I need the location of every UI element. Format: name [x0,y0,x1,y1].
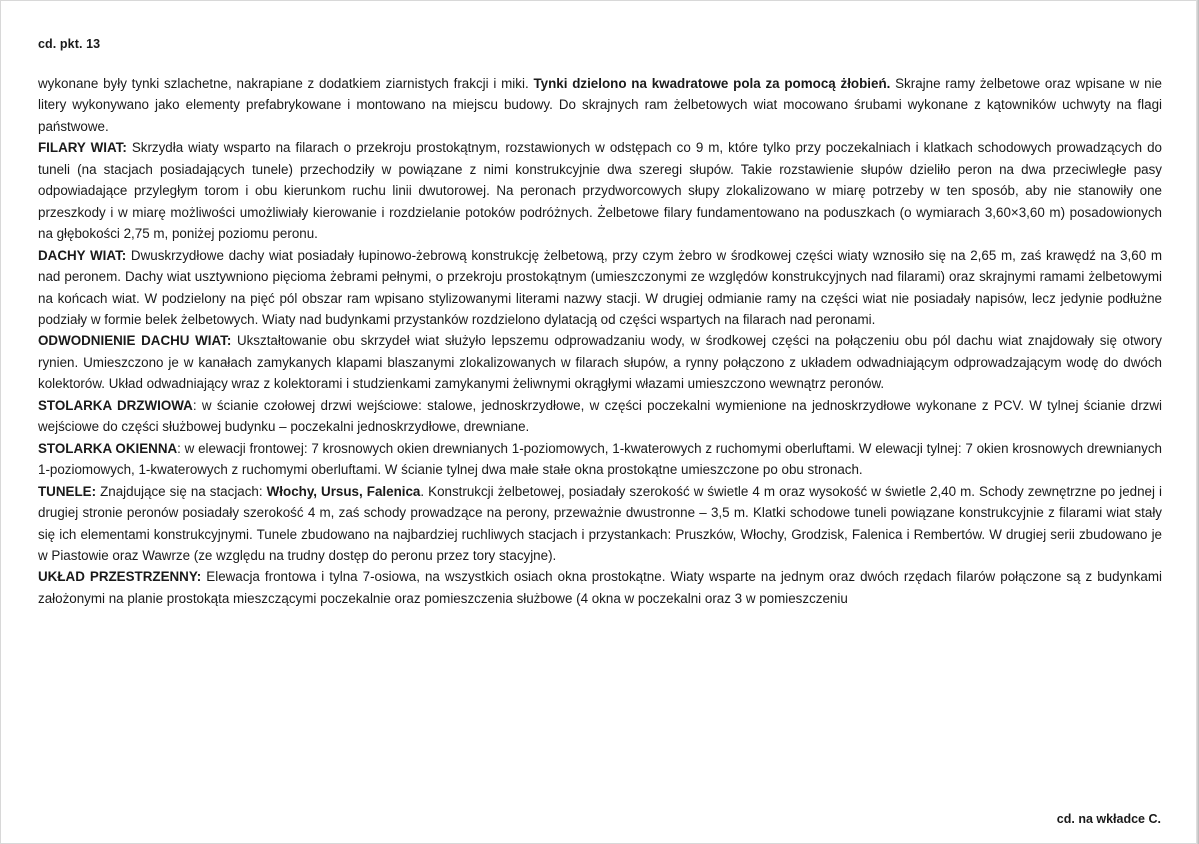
section-heading: STOLARKA OKIENNA [38,440,178,456]
document-body [38,73,1162,609]
section-heading: ODWODNIENIE DACHU WIAT: [38,333,232,349]
paragraph-text: . Konstrukcji żelbetowej, posiadały szerokość w świetle 4 m oraz wysokość w świetle 2,40 m. Schody zewnętrzne po jednej i drugiej stronie peronów posiadały szerokość 4 m, zaś schody prowadzące na perony, przeważnie dwustronne – 3,5 m. Klatki schodowe tuneli powiązane konstrukcyjnie z filarami wiat stały się ich elementami konstrukcyjnymi. Tunele zbudowano na najbardziej ruchliwych stacjach i przystankach: Pruszków, Włochy, Grodzisk, Falenica i Rembertów. W drugiej serii zbudowano je w Piastowie oraz Wawrze (ze względu na trudny dostęp do peronu przez tory stacyjne). [38,483,1162,563]
section-heading: TUNELE: [38,483,97,499]
paragraph-text: Skrajne ramy żelbetowe oraz wpisane w nie litery wykonywano jako elementy prefabrykowane i montowano na miejscu budowy. Do skrajnych ram żelbetowych wiat mocowano śrubami wykonane z kątowników uchwyty na flagi państwowe. [38,76,1162,134]
paragraph-text: Znajdujące się na stacjach: [96,483,267,499]
section-heading: UKŁAD PRZESTRZENNY: [38,569,202,585]
section-heading: FILARY WIAT: [38,140,127,156]
section-heading: STOLARKA DRZWIOWA [38,397,193,413]
paragraph-text: wykonane były tynki szlachetne, nakrapiane z dodatkiem ziarnistych frakcji i miki. [38,76,534,91]
section-heading: DACHY WIAT: [38,247,127,263]
paragraph-uklad-przestrzenny [38,566,1162,609]
page-header: cd. pkt. 13 [38,37,101,51]
paragraph-tunele [38,481,1162,567]
paragraph-text: : w ścianie czołowej drzwi wejściowe: stalowe, jednoskrzydłowe, w części poczekalni wymienione na jednoskrzydłowe wykonane z PCV. W tylnej ścianie drzwi wejściowe do części służbowej budynku – poczekalni jednoskrzydłowe, drewniane. [38,397,1163,435]
paragraph-text: Ukształtowanie obu skrzydeł wiat służyło lepszemu odprowadzaniu wody, w środkowej części na połączeniu obu pól dachu wiat znajdowały się otwory rynien. Umieszczono je w kanałach zamykanych klapami blaszanymi zlokalizowanych w filarach słupów, a rynny połączono z układem odwadniającym odprowadzającym wodę do dwóch kolektorów. Układ odwadniający wraz z kolektorami i studzienkami zamykanymi żeliwnymi okrągłymi włazami umieszczono wewnątrz peronów. [38,333,1162,392]
paragraph-text: : w elewacji frontowej: 7 krosnowych okien drewnianych 1-poziomowych, 1-kwaterowych z ruchomymi oberluftami. W elewacji tylnej: 7 okien krosnowych drewnianych 1-poziomowych, 1-kwaterowych z ruchomymi oberluftami. W ścianie tylnej dwa małe stałe okna prostokątne umieszczone po obu stronach. [38,440,1162,478]
paragraph-text: Elewacja frontowa i tylna 7-osiowa, na wszystkich osiach okna prostokątne. Wiaty wsparte na jednym oraz dwóch rzędach filarów połączone są z budynkami założonymi na planie prostokąta mieszczącymi poczekalnie oraz pomieszczenia służbowe (4 okna w poczekalni oraz 3 w pomieszczeniu [38,569,1162,606]
paragraph-text: Skrzydła wiaty wsparto na filarach o przekroju prostokątnym, rozstawionych w odstępach co 9 m, które tylko przy poczekalniach i klatkach schodowych prowadzących do tuneli (na stacjach posiadających tunele) przechodziły w powiązane z nimi konstrukcyjnie dwa szeregi słupów. Takie rozstawienie słupów dzieliło peron na dwa przeciwległe pasy odpowiadające przyległym torom i obu kierunkom ruchu linii dwutorowej. Na peronach przydworcowych słupy zlokalizowano w miarę potrzeby w ten sposób, aby nie stanowiły one przeszkody i w miarę możliwości umożliwiały kierowanie i rozdzielanie potoków podróżnych. Żelbetowe filary fundamentowano na poduszkach (o wymiarach 3,60×3,60 m) posadowionych na głębokości 2,75 m, poniżej poziomu peronu. [38,140,1162,242]
page-footer: cd. na wkładce C. [1056,812,1161,826]
paragraph-stolarka-okienna [38,438,1162,481]
paragraph-tynki [38,73,1162,137]
bold-phrase: Tynki dzielono na kwadratowe pola za pomocą żłobień. [533,76,891,91]
bold-phrase: Włochy, Ursus, Falenica [266,483,421,499]
paragraph-dachy-wiat [38,245,1162,331]
paragraph-text: Dwuskrzydłowe dachy wiat posiadały łupinowo-żebrową konstrukcję żelbetową, przy czym żebro w środkowej części wiaty wznosiło się na 2,65 m, zaś krawędź na 3,60 m nad peronem. Dachy wiat usztywniono pięcioma żebrami pełnymi, o przekroju prostokątnym (umieszczonymi ze względów konstrukcyjnych nad filarami) oraz skrajnymi ramami żelbetowymi na końcach wiat. W podzielony na pięć pól obszar ram wpisano stylizowanymi literami nazwy stacji. W drugiej odmianie ramy na części wiat nie posiadały napisów, lecz jedynie podłużne podziały w formie belek żelbetowych. Wiaty nad budynkami przystanków rozdzielono dylatacją od części wspartych na filarach nad peronami. [38,247,1162,327]
paragraph-odwodnienie [38,330,1162,394]
paragraph-filary-wiat [38,137,1162,244]
paragraph-stolarka-drzwiowa [38,395,1162,438]
